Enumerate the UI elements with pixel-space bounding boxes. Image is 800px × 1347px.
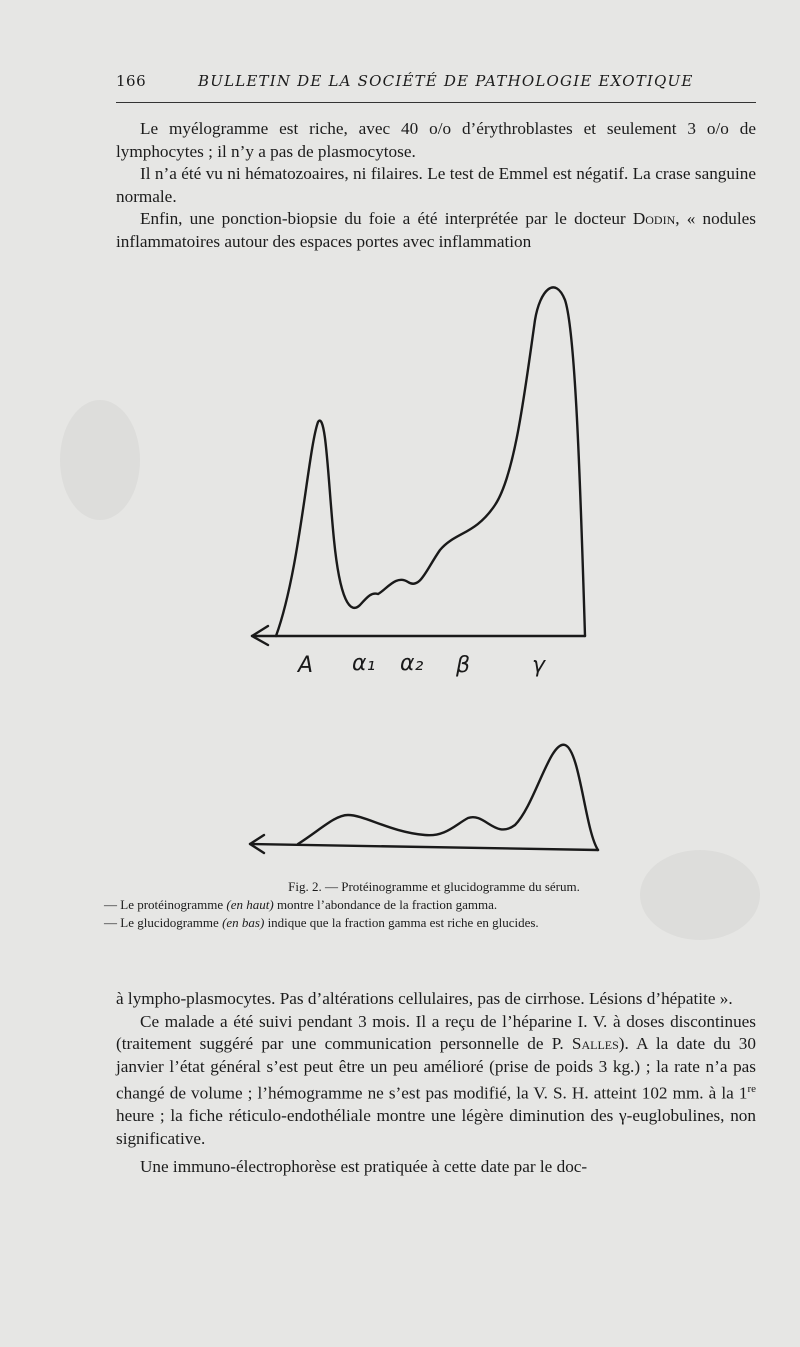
glucidogram-curve xyxy=(298,745,598,850)
proteinogram-plot xyxy=(252,287,585,645)
glucidogram-plot xyxy=(250,745,598,853)
author-name: Dodin xyxy=(632,209,676,228)
paragraph-text: Le myélogramme est riche, avec 40 o/o d’érythroblastes et seulement 3 o/o de lymphocytes ; il n’y a pas de plasmocytose. xyxy=(116,119,756,161)
caption-emphasis: (en bas) xyxy=(222,915,265,930)
caption-line-glucidogram xyxy=(104,914,704,932)
ordinal-superscript: re xyxy=(747,1083,756,1095)
caption-text: montre l’abondance de la fraction gamma. xyxy=(273,897,498,912)
paragraph-text: ). A la date du 30 janvier l’état général s’est peut être un peu amélioré (prise de poids 3 kg.) ; la rate n’a pas changé de volume ; l’hémogramme ne s’est pas modifié, la V. S. H. atteint 102 mm. à la xyxy=(116,1034,756,1103)
paragraph-text: , « nodules inflammatoires autour des espaces portes avec inflammation xyxy=(116,209,756,251)
paragraph-text: Ce malade a été suivi pendant 3 mois. Il a reçu de l’héparine I. V. à doses discontinues (traitement suggéré par une communication personnelle de P. xyxy=(116,1011,756,1053)
caption-text: — Le protéinogramme xyxy=(104,897,227,912)
paragraph-text: heure ; la fiche réticulo-endothéliale montre une légère diminution des γ-euglobulines, non significative. xyxy=(116,1106,756,1148)
paragraph-text: Enfin, une ponction-biopsie du foie a été interprétée par le docteur xyxy=(140,209,633,228)
glucidogram-axis xyxy=(250,844,598,850)
figure-caption xyxy=(104,878,704,932)
figure-proteinogram-glucidogram xyxy=(240,270,620,890)
label-alpha1: α₁ xyxy=(352,651,376,676)
paragraph-immuno: Une immuno-électrophorèse est pratiquée à cette date par le doc- xyxy=(140,1157,588,1177)
label-albumin: A xyxy=(298,653,314,678)
paragraph-text: 1 xyxy=(738,1083,748,1103)
text-block-top xyxy=(116,118,756,253)
author-name: Salles xyxy=(571,1034,619,1053)
caption-title: Fig. 2. — Protéinogramme et glucidogramme du sérum. xyxy=(288,879,580,894)
paper-stain xyxy=(60,400,140,520)
label-beta: β xyxy=(456,653,471,678)
caption-text: indique que la fraction gamma est riche en glucides. xyxy=(264,915,539,930)
caption-text: — Le glucidogramme xyxy=(104,915,223,930)
journal-title: BULLETIN DE LA SOCIÉTÉ DE PATHOLOGIE EXOTIQUE xyxy=(198,72,694,90)
page-number: 166 xyxy=(116,72,147,90)
paragraph-text: Il n’a été vu ni hématozoaires, ni filaires. Le test de Emmel est négatif. La crase sanguine normale. xyxy=(116,164,756,206)
label-alpha2: α₂ xyxy=(400,651,424,676)
paragraph-suivi xyxy=(116,1011,756,1151)
paragraph-hematozoaires xyxy=(116,163,756,208)
caption-line-proteinogram xyxy=(104,896,704,914)
header-rule xyxy=(116,102,756,103)
caption-emphasis: (en haut) xyxy=(226,897,274,912)
paragraph-hepatite: à lympho-plasmocytes. Pas d’altérations cellulaires, pas de cirrhose. Lésions d’hépatite ». xyxy=(116,989,733,1008)
text-block-bottom xyxy=(116,988,756,1179)
paragraph-biopsie xyxy=(116,208,756,253)
paragraph-myelogramme xyxy=(116,118,756,163)
proteinogram-curve xyxy=(276,287,585,636)
label-gamma: γ xyxy=(532,653,546,678)
axis-labels xyxy=(296,651,546,678)
